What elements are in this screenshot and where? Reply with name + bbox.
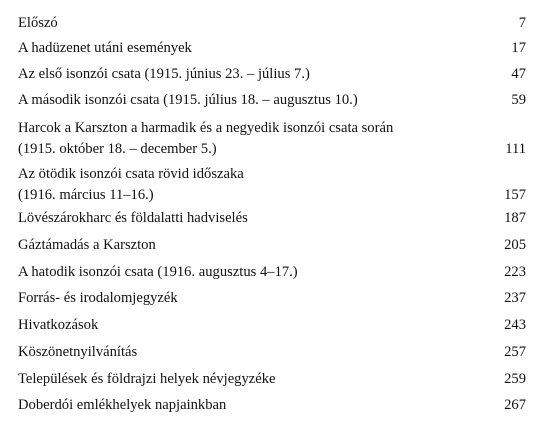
toc-entry [18, 395, 526, 416]
toc-entry-title-line: A hadüzenet utáni események [18, 40, 192, 56]
toc-entry-page-number: 237 [504, 290, 526, 306]
toc-entry-title-line: Doberdói emlékhelyek napjainkban [18, 397, 227, 413]
toc-entry-title [18, 369, 486, 390]
toc-entry-title-line: A hatodik isonzói csata (1916. augusztus 4–17.) [18, 264, 298, 280]
toc-entry [18, 118, 526, 160]
toc-entry-title [18, 395, 486, 416]
toc-entry-page-number: 205 [504, 237, 526, 253]
toc-entry [18, 64, 526, 85]
toc-entry-title-line: Települések és földrajzi helyek névjegyzéke [18, 371, 276, 387]
toc-entry-title [18, 90, 486, 111]
toc-entry-title [18, 315, 486, 336]
toc-entry-page-number: 111 [505, 141, 526, 157]
toc-entry-title-line: Köszönetnyilvánítás [18, 344, 138, 360]
toc-entry-title [18, 235, 486, 256]
toc-entry [18, 235, 526, 256]
toc-entry-title [18, 118, 486, 160]
toc-entry [18, 164, 526, 206]
toc-entry-title-line: Lövészárokharc és földalatti hadviselés [18, 210, 248, 226]
toc-entry-title [18, 64, 486, 85]
toc-entry-title-line: Az első isonzói csata (1915. június 23. – július 7.) [18, 66, 310, 82]
toc-entry-title-line: Előszó [18, 15, 58, 31]
toc-entry-title [18, 208, 486, 229]
toc-entry-page-number: 243 [504, 317, 526, 333]
toc-entry-page-number: 259 [504, 371, 526, 387]
toc-entry-title [18, 262, 486, 283]
toc-entry [18, 13, 526, 34]
toc-entry-title [18, 342, 486, 363]
toc-entry-title [18, 164, 486, 206]
toc-entry-page-number: 7 [518, 15, 526, 31]
toc-entry [18, 262, 526, 283]
toc-entry-title-line: Az ötödik isonzói csata rövid időszaka [18, 166, 244, 182]
toc-entry [18, 90, 526, 111]
toc-entry-title-line: (1916. március 11–16.) [18, 187, 154, 203]
toc-entry [18, 315, 526, 336]
toc-entry-page-number: 223 [504, 264, 526, 280]
toc-entry-title-line: Hivatkozások [18, 317, 99, 333]
toc-entry-title-line: A második isonzói csata (1915. július 18. – augusztus 10.) [18, 92, 358, 108]
toc-entry-page-number: 267 [504, 397, 526, 413]
toc-entry [18, 369, 526, 390]
toc-entry [18, 38, 526, 59]
toc-entry-title-line: Gáztámadás a Karszton [18, 237, 156, 253]
toc-entry-page-number: 187 [504, 210, 526, 226]
toc-entry-page-number: 17 [511, 40, 526, 56]
toc-entry-title [18, 38, 486, 59]
toc-entry [18, 342, 526, 363]
toc-entry-page-number: 47 [511, 66, 526, 82]
toc-entry-title-line: Harcok a Karszton a harmadik és a negyedik isonzói csata során [18, 120, 394, 136]
toc-entry [18, 288, 526, 309]
toc-entry-page-number: 59 [511, 92, 526, 108]
toc-entry-page-number: 157 [504, 187, 526, 203]
toc-entry-title-line: Forrás- és irodalomjegyzék [18, 290, 178, 306]
toc-entry-page-number: 257 [504, 344, 526, 360]
toc-entry-title [18, 288, 486, 309]
toc-entry [18, 208, 526, 229]
toc-entry-title-line: (1915. október 18. – december 5.) [18, 141, 217, 157]
toc-entry-title [18, 13, 486, 34]
